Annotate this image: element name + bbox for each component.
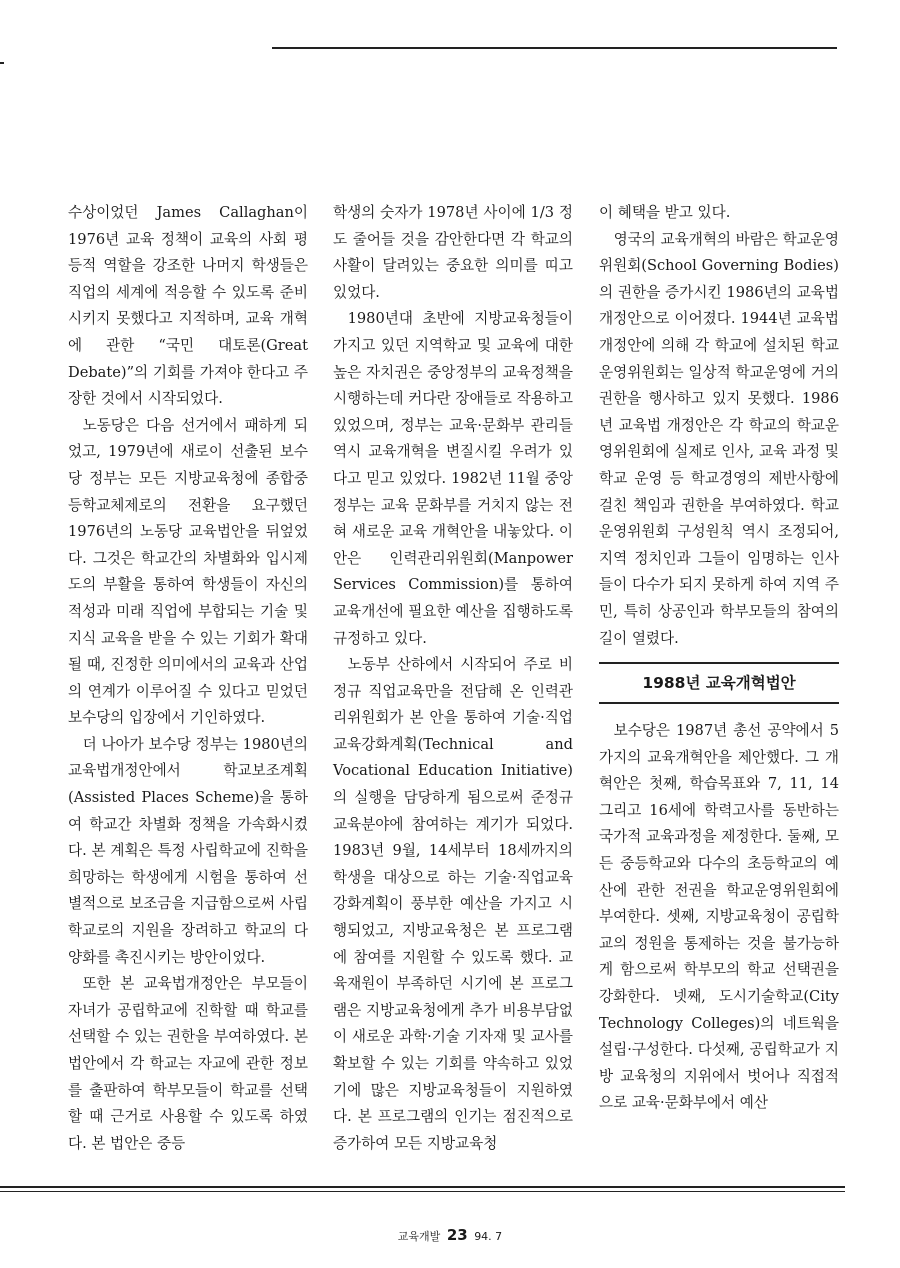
heading-rule-bottom: [599, 702, 839, 704]
section-heading: 1988년 교육개혁법안: [642, 674, 796, 693]
bottom-rule: [0, 1186, 845, 1188]
paragraph: 1980년대 초반에 지방교육청들이 가지고 있던 지역학교 및 교육에 대한 높은 자치권은 중앙정부의 교육정책을 시행하는데 커다란 장애들로 작용하고 있었으며, 정부는 교육·문화부 관리들 역시 교육개혁을 변질시킬 우려가 있다고 믿고 있었다. 1982년 11월 중앙정부는 교육 문화부를 거치지 않는 전혀 새로운 교육 개혁안을 내놓았다. 이 안은 인력관리위원회(Manpower Services Commission)를 통하여 교육개선에 필요한 예산을 집행하도록 규정하고 있다.: [333, 310, 573, 647]
page-footer: [0, 1226, 900, 1244]
section-heading-block: [599, 662, 839, 704]
footer-issue: 94. 7: [474, 1230, 503, 1243]
text-column-1: [68, 200, 308, 1157]
paragraph: 수상이었던 James Callaghan이 1976년 교육 정책이 교육의 사회 평등적 역할을 강조한 나머지 학생들은 직업의 세계에 적응할 수 있도록 준비시키지 못했다고 지적하며, 교육 개혁에 관한 “국민 대토론(Great Debate)”의 기회를 가져야 한다고 주장한 것에서 시작되었다.: [68, 204, 308, 408]
paragraph: 영국의 교육개혁의 바람은 학교운영위원회(School Governing Bodies)의 권한을 증가시킨 1986년의 교육법개정안으로 이어졌다. 1944년 교육법 개정안에 의해 각 학교에 설치된 학교운영위원회는 일상적 학교운영에 거의 권한을 행사하고 있지 못했다. 1986년 교육법 개정안은 각 학교의 학교운영위원회에 실제로 인사, 교육 과정 및 학교 운영 등 학교경영의 제반사항에 걸친 책임과 권한을 부여하였다. 학교운영위원회 구성원칙 역시 조정되어, 지역 정치인과 그들이 임명하는 인사들이 다수가 되지 못하게 하여 지역 주민, 특히 상공인과 학부모들의 참여의 길이 열렸다.: [599, 230, 839, 647]
footer-magazine-name: 교육개발: [397, 1230, 441, 1243]
edge-tick-mark: [0, 62, 4, 64]
paragraph: 보수당은 1987년 총선 공약에서 5가지의 교육개혁안을 제안했다. 그 개혁안은 첫째, 학습목표와 7, 11, 14 그리고 16세에 학력고사를 동반하는 국가적 교육과정을 제정한다. 둘째, 모든 중등학교와 다수의 초등학교의 예산에 관한 전권을 학교운영위원회에 부여한다. 셋째, 지방교육청이 공립학교의 정원을 통제하는 것을 불가능하게 함으로써 학부모의 학교 선택권을 강화한다. 넷째, 도시기술학교(City Technology Colleges)의 네트웍을 설립·구성한다. 다섯째, 공립학교가 지방 교육청의 지위에서 벗어나 직접적으로 교육·문화부에서 예산: [599, 722, 839, 1112]
paragraph: 노동당은 다음 선거에서 패하게 되었고, 1979년에 새로이 선출된 보수당 정부는 모든 지방교육청에 종합중등학교체제로의 전환을 요구했던 1976년의 노동당 교육법안을 뒤엎었다. 그것은 학교간의 차별화와 입시제도의 부활을 통하여 학생들이 자신의 적성과 미래 직업에 부합되는 기술 및 지식 교육을 받을 수 있는 기회가 확대될 때, 진정한 의미에서의 교육과 산업의 연계가 이루어질 수 있다고 믿었던 보수당의 입장에서 기인하였다.: [68, 416, 308, 727]
paragraph: 노동부 산하에서 시작되어 주로 비정규 직업교육만을 전담해 온 인력관리위원회가 본 안을 통하여 기술·직업교육강화계획(Technical and Vocational Education Initiative)의 실행을 담당하게 됨으로써 준정규교육분야에 참여하는 계기가 되었다. 1983년 9월, 14세부터 18세까지의 학생을 대상으로 하는 기술·직업교육 강화계획이 풍부한 예산을 가지고 시행되었고, 지방교육청은 본 프로그램에 참여를 지원할 수 있도록 했다. 교육재원이 부족하던 시기에 본 프로그램은 지방교육청에게 추가 비용부담없이 새로운 과학·기술 기자재 및 교사를 확보할 수 있는 기회를 약속하고 있었기에 많은 지방교육청들이 지원하였다. 본 프로그램의 인기는 점진적으로 증가하여 모든 지방교육청: [333, 656, 573, 1152]
text-column-3: [599, 200, 839, 1117]
paragraph: 또한 본 교육법개정안은 부모들이 자녀가 공립학교에 진학할 때 학교를 선택할 수 있는 권한을 부여하였다. 본 법안에서 각 학교는 자교에 관한 정보를 출판하여 학부모들이 학교를 선택할 때 근거로 사용할 수 있도록 하였다. 본 법안은 중등: [68, 975, 308, 1152]
text-column-2: [333, 200, 573, 1157]
paragraph: 더 나아가 보수당 정부는 1980년의 교육법개정안에서 학교보조계획(Assisted Places Scheme)을 통하여 학교간 차별화 정책을 가속화시켰다. 본 계획은 특정 사립학교에 진학을 희망하는 학생에게 시험을 통하여 선별적으로 보조금을 지급함으로써 사립학교로의 지원을 장려하고 학교의 다양화를 촉진시키는 방안이었다.: [68, 735, 308, 966]
paragraph: 이 혜택을 받고 있다.: [599, 204, 731, 221]
paragraph: 학생의 숫자가 1978년 사이에 1/3 정도 줄어들 것을 감안한다면 각 학교의 사활이 달려있는 중요한 의미를 띠고 있었다.: [333, 204, 573, 301]
top-rule: [272, 47, 837, 49]
bottom-rule-thin: [0, 1191, 845, 1192]
page-number: 23: [446, 1226, 468, 1244]
